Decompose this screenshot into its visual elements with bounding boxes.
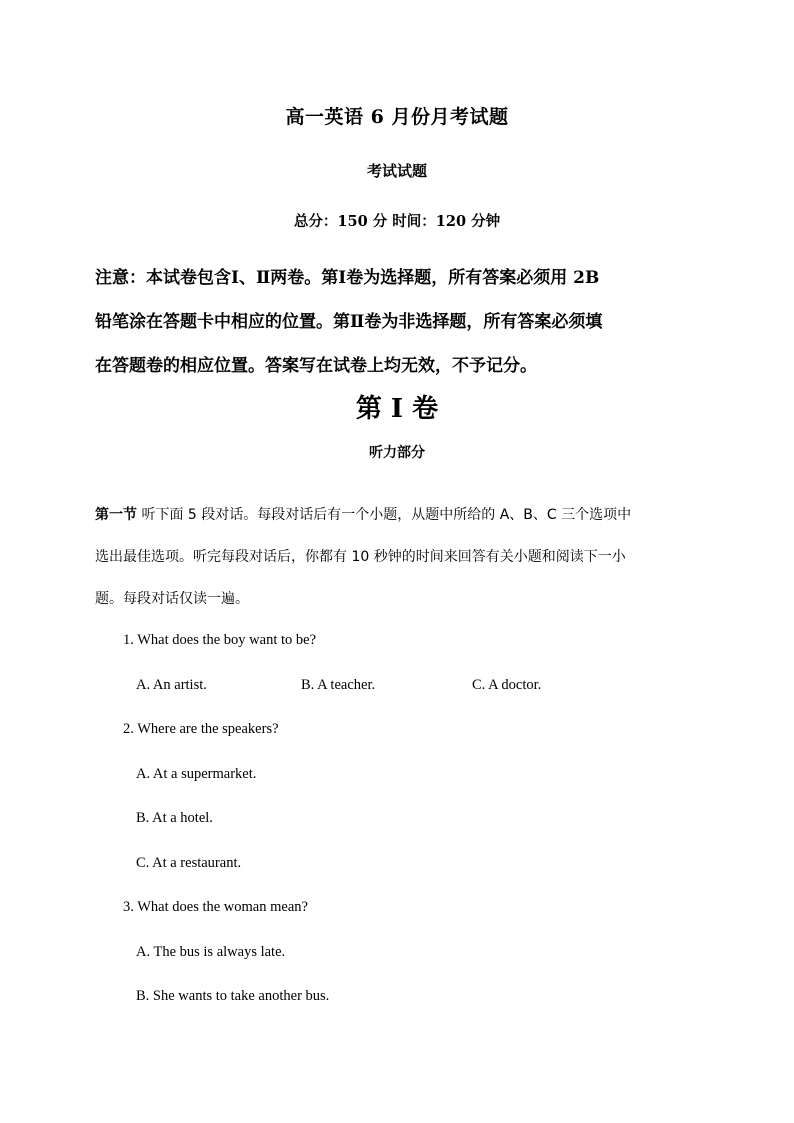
listening-instructions [95, 494, 705, 620]
answer-option: A. The bus is always late. [136, 944, 286, 960]
exam-subtitle: 考试试题 [366, 162, 427, 180]
answer-option: A. An artist. [136, 677, 207, 693]
exam-notice [95, 256, 705, 388]
section-heading: 听力部分 [369, 445, 425, 461]
answer-option: C. At a restaurant. [136, 855, 242, 871]
volume-heading: 第 I 卷 [355, 394, 439, 424]
answer-option: B. A teacher. [301, 677, 376, 693]
question-stem: 1. What does the boy want to be? [123, 632, 317, 648]
notice-line: 铅笔涂在答题卡中相应的位置。第Ⅱ卷为非选择题，所有答案必须填 [95, 312, 603, 332]
question-stem: 2. Where are the speakers? [123, 721, 279, 737]
answer-option: B. At a hotel. [136, 810, 213, 826]
notice-line: 注意：本试卷包含Ⅰ、Ⅱ两卷。第Ⅰ卷为选择题，所有答案必须用 2B [95, 268, 600, 288]
instruction-line [95, 494, 705, 536]
answer-option: A. At a supermarket. [136, 766, 257, 782]
notice-line: 在答题卷的相应位置。答案写在试卷上均无效，不予记分。 [95, 356, 537, 376]
instruction-lead: 第一节 [95, 507, 137, 523]
score-time-info: 总分：150 分 时间：120 分钟 [293, 213, 501, 230]
instruction-text: 听下面 5 段对话。每段对话后有一个小题，从题中所给的 A、B、C 三个选项中 [137, 507, 632, 523]
instruction-line: 题。每段对话仅读一遍。 [95, 591, 249, 607]
answer-option: B. She wants to take another bus. [136, 988, 330, 1004]
exam-title: 高一英语 6 月份月考试题 [285, 106, 509, 128]
answer-option: C. A doctor. [472, 677, 542, 693]
instruction-line: 选出最佳选项。听完每段对话后，你都有 10 秒钟的时间来回答有关小题和阅读下一小 [95, 549, 626, 565]
question-stem: 3. What does the woman mean? [123, 899, 308, 915]
